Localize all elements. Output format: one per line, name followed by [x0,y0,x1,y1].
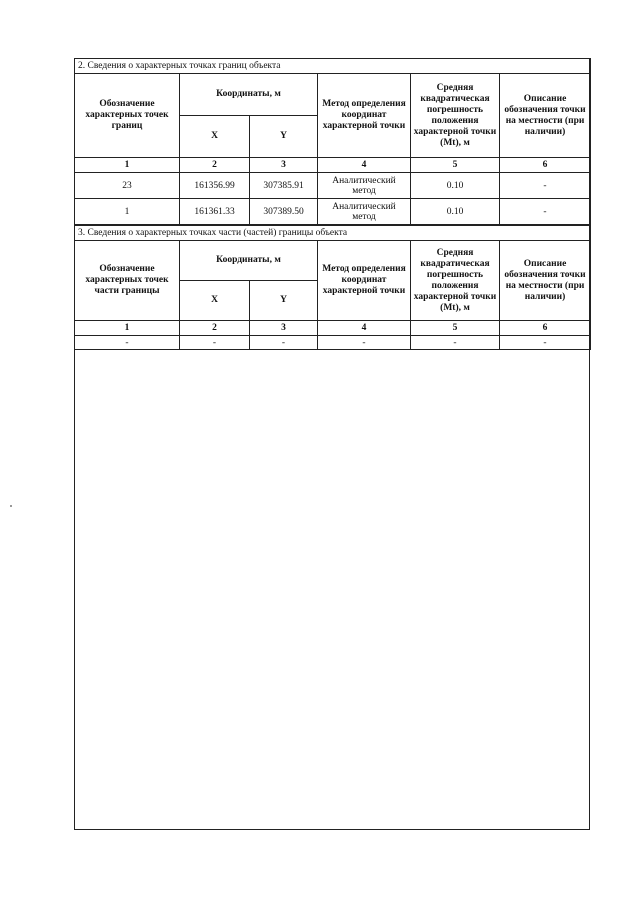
col-number: 1 [75,321,180,336]
col-number: 4 [318,158,411,173]
cell-y: - [250,336,318,350]
cell-y: 307385.91 [250,173,318,199]
col-number: 5 [411,158,500,173]
header-x: X [180,281,250,321]
header-coords: Координаты, м [180,241,318,281]
cell-error: 0.10 [411,173,500,199]
col-number: 5 [411,321,500,336]
header-error: Средняя квадратическая погрешность положения характерной точки (Mt), м [411,74,500,158]
cell-error: - [411,336,500,350]
cell-method: Аналитический метод [318,199,411,225]
header-error: Средняя квадратическая погрешность положения характерной точки (Mt), м [411,241,500,321]
header-description: Описание обозначения точки на местности (при наличии) [500,241,591,321]
header-designation: Обозначение характерных точек границ [75,74,180,158]
cell-description: - [500,336,591,350]
header-method: Метод определения координат характерной точки [318,241,411,321]
col-number: 6 [500,321,591,336]
header-coords: Координаты, м [180,74,318,116]
cell-x: 161361.33 [180,199,250,225]
header-description: Описание обозначения точки на местности (при наличии) [500,74,591,158]
cell-method: - [318,336,411,350]
cell-x: 161356.99 [180,173,250,199]
cell-method: Аналитический метод [318,173,411,199]
header-method: Метод определения координат характерной точки [318,74,411,158]
col-number: 2 [180,158,250,173]
table-row [75,173,591,199]
col-number: 6 [500,158,591,173]
header-y: Y [250,116,318,158]
cell-description: - [500,173,591,199]
col-number: 3 [250,158,318,173]
section3-table [74,225,591,350]
col-number: 3 [250,321,318,336]
cell-x: - [180,336,250,350]
section3-title: 3. Сведения о характерных точках части (частей) границы объекта [75,226,591,241]
col-number: 2 [180,321,250,336]
cell-point: 23 [75,173,180,199]
section2-title: 2. Сведения о характерных точках границ объекта [75,59,591,74]
scan-mark [10,505,12,507]
cell-error: 0.10 [411,199,500,225]
col-number: 1 [75,158,180,173]
cell-description: - [500,199,591,225]
header-x: X [180,116,250,158]
table-row [75,199,591,225]
cell-y: 307389.50 [250,199,318,225]
header-y: Y [250,281,318,321]
cell-point: 1 [75,199,180,225]
header-designation: Обозначение характерных точек части границы [75,241,180,321]
table-row [75,336,591,350]
cell-point: - [75,336,180,350]
col-number: 4 [318,321,411,336]
section2-table [74,58,591,225]
